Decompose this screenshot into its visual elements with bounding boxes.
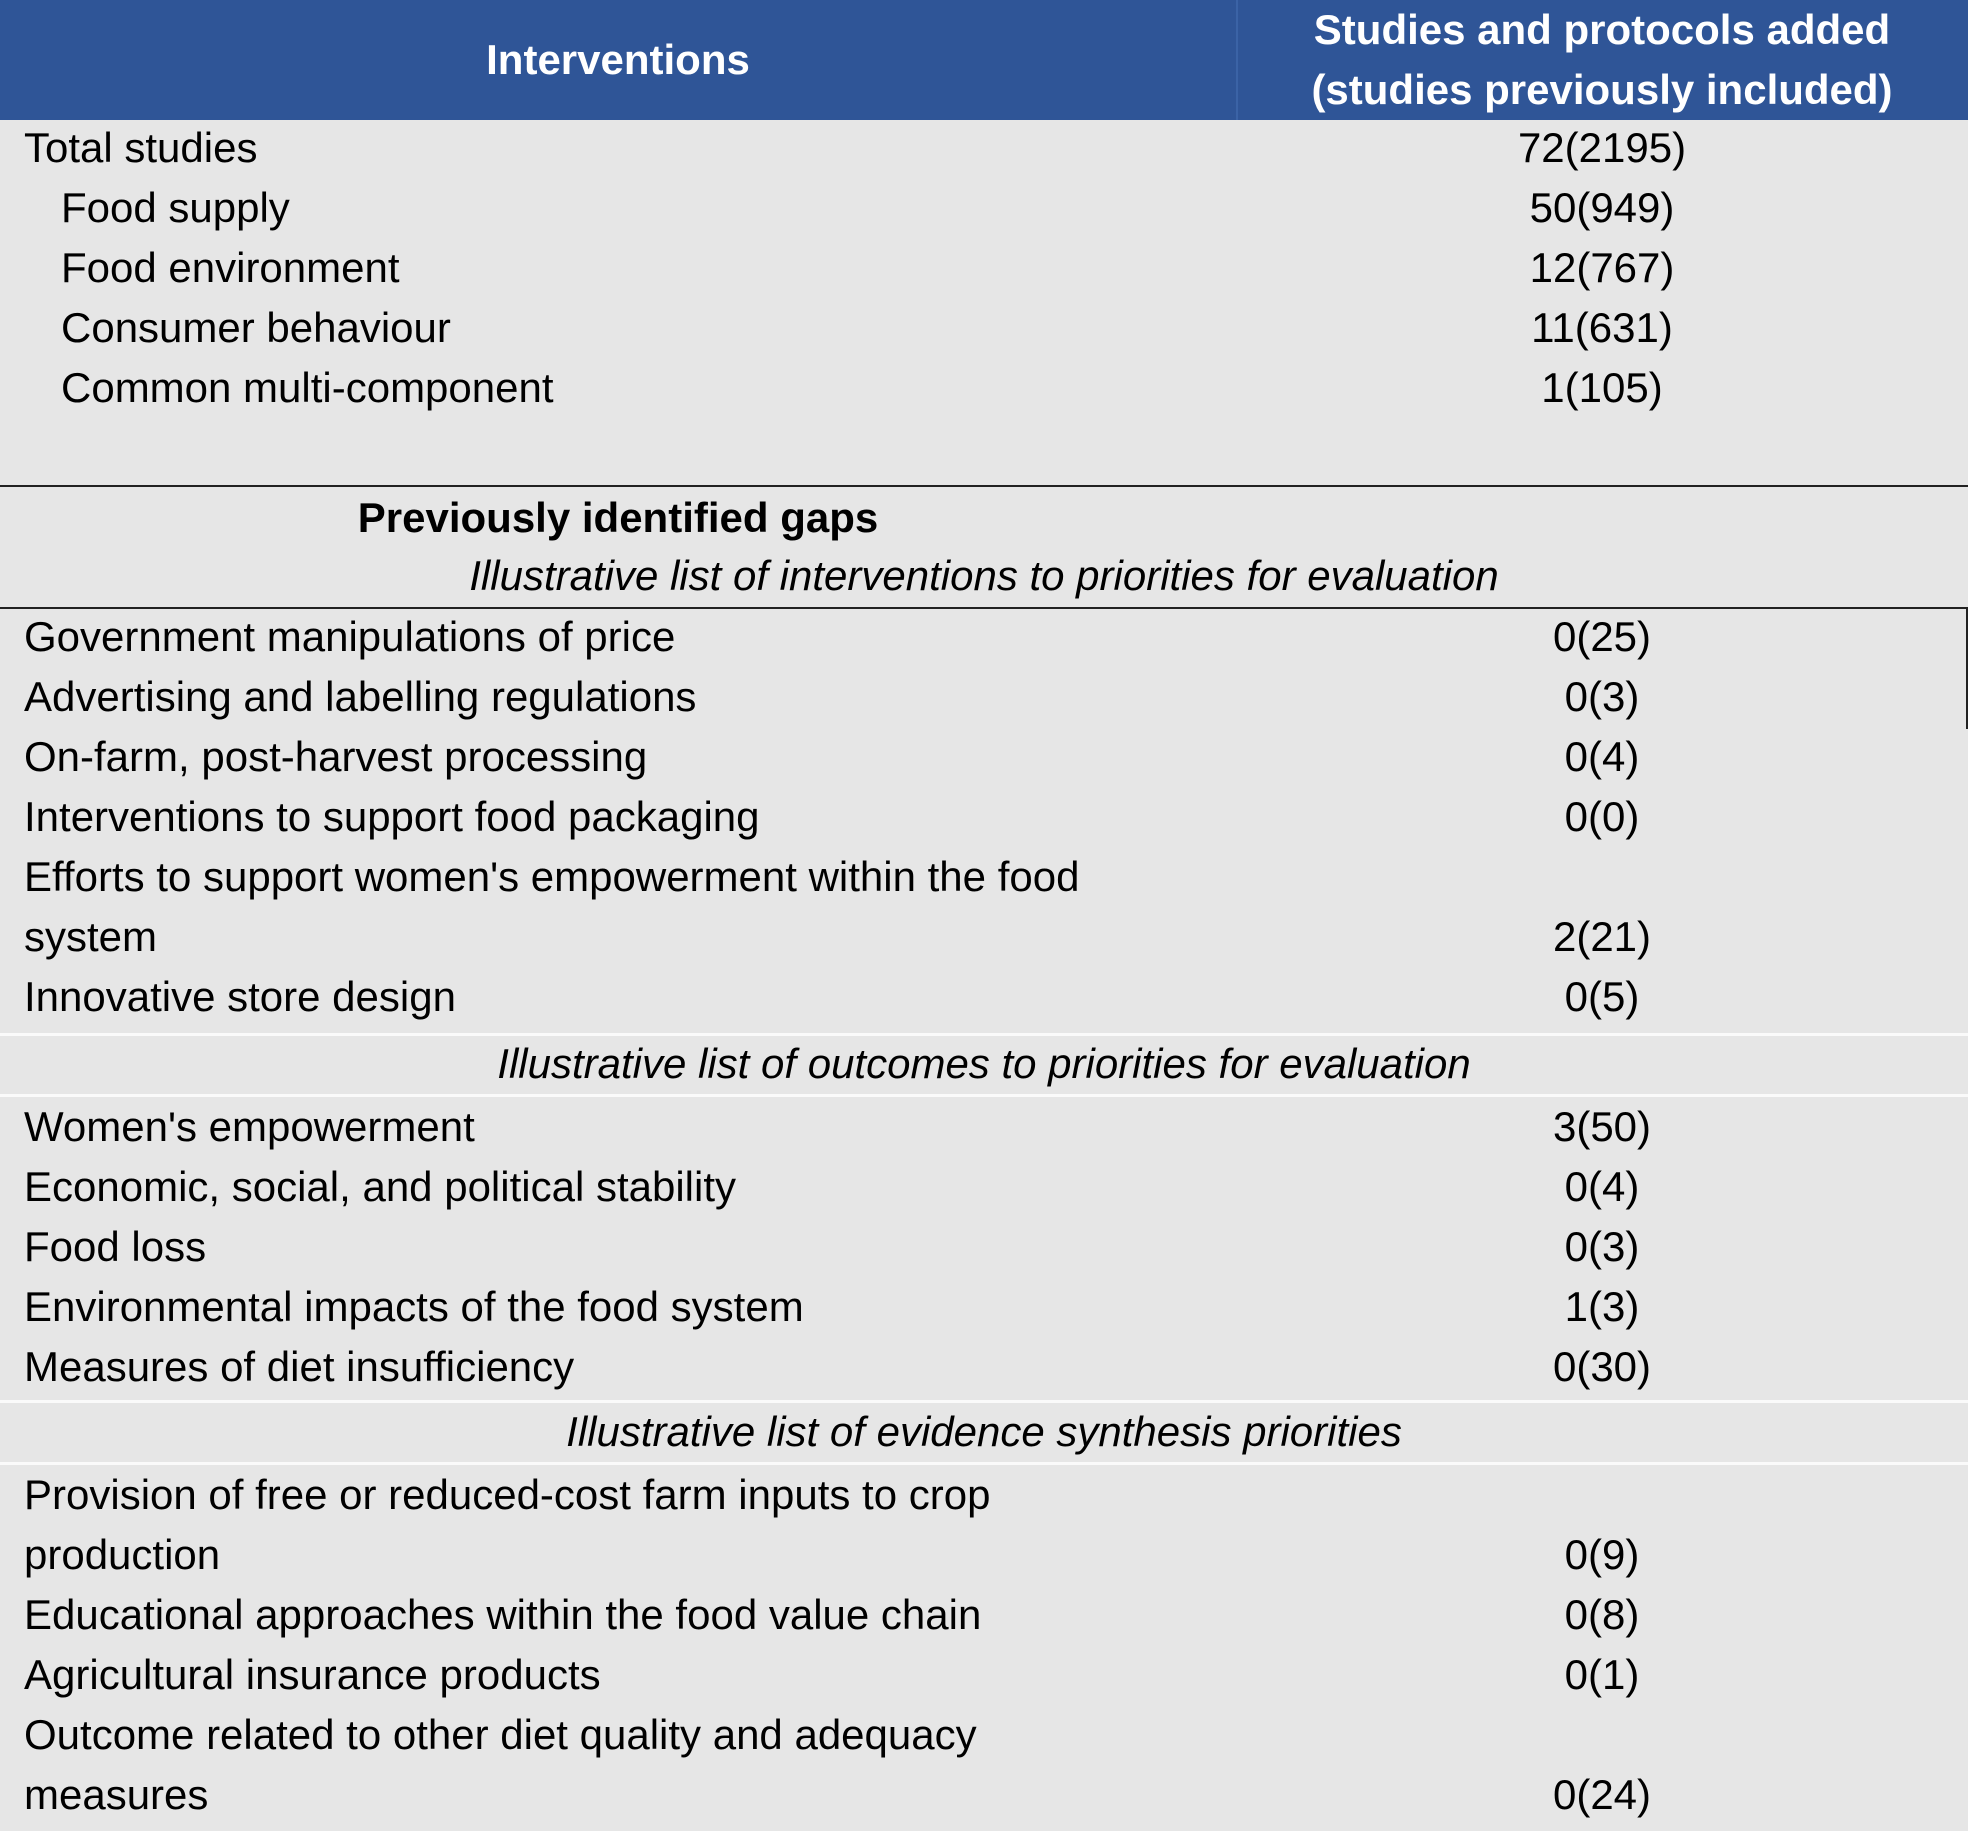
table-row: [0, 298, 1968, 358]
row-label: Environmental impacts of the food system: [24, 1283, 804, 1330]
table-row: [0, 1217, 1968, 1277]
row-value: 11(631): [1531, 304, 1673, 351]
row-value: 0(8): [1564, 1591, 1640, 1638]
row-label-line1: Efforts to support women's empowerment within the food: [24, 853, 1080, 900]
row-label: Food environment: [61, 244, 400, 291]
row-value: 1(105): [1541, 364, 1663, 411]
header-interventions: Interventions: [486, 36, 750, 83]
row-label: Agricultural insurance products: [24, 1651, 601, 1698]
table-row: [0, 1157, 1968, 1217]
row-value: 0(3): [1564, 673, 1640, 720]
row-value: 0(4): [1564, 1163, 1640, 1210]
table-row: [0, 787, 1968, 847]
table-row: [0, 1097, 1968, 1157]
row-label-line2: production: [24, 1531, 221, 1578]
row-value: 0(24): [1552, 1771, 1652, 1818]
table-row: [0, 1465, 1968, 1585]
table-header: [0, 0, 1968, 120]
row-label: Interventions to support food packaging: [24, 793, 760, 840]
table-row: [0, 847, 1968, 967]
table-row: [0, 967, 1968, 1027]
row-value: 0(3): [1564, 1223, 1640, 1270]
row-value: 50(949): [1529, 184, 1675, 231]
table-row: [0, 727, 1968, 787]
table-row: [0, 1337, 1968, 1397]
table-row: [0, 667, 1968, 727]
section-heading-synthesis: Illustrative list of evidence synthesis priorities: [566, 1408, 1402, 1455]
row-label: Government manipulations of price: [24, 613, 676, 660]
row-value: 3(50): [1552, 1103, 1652, 1150]
table-row: [0, 1277, 1968, 1337]
row-label: Advertising and labelling regulations: [24, 673, 697, 720]
table-row: [0, 1645, 1968, 1705]
row-label-line1: Outcome related to other diet quality and adequacy: [24, 1711, 977, 1758]
row-label: Women's empowerment: [24, 1103, 475, 1150]
header-studies-added: [1236, 0, 1968, 120]
row-value: 0(5): [1564, 973, 1640, 1020]
row-value: 2(21): [1552, 913, 1652, 960]
table-row: [0, 238, 1968, 298]
section-heading-outcomes: Illustrative list of outcomes to priorities for evaluation: [497, 1040, 1471, 1087]
row-value: 1(3): [1564, 1283, 1640, 1330]
row-value: 12(767): [1529, 244, 1675, 291]
row-value: 0(30): [1552, 1343, 1652, 1390]
row-value: 0(25): [1552, 613, 1652, 660]
row-label: On-farm, post-harvest processing: [24, 733, 648, 780]
section-divider: [0, 485, 1968, 487]
row-value: 0(0): [1564, 793, 1640, 840]
row-label: Food supply: [61, 184, 290, 231]
section-heading-interventions: Illustrative list of interventions to priorities for evaluation: [469, 552, 1499, 599]
row-label: Common multi-component: [61, 364, 554, 411]
table-row: [0, 607, 1968, 667]
row-label: Economic, social, and political stability: [24, 1163, 736, 1210]
row-label: Consumer behaviour: [61, 304, 451, 351]
row-label-line2: system: [24, 913, 158, 960]
table-row: [0, 178, 1968, 238]
header-studies-added-line1: Studies and protocols added: [1313, 6, 1891, 53]
row-value: 72(2195): [1517, 124, 1687, 171]
gaps-title: Previously identified gaps: [357, 494, 879, 541]
row-label: Food loss: [24, 1223, 207, 1270]
row-label: Measures of diet insufficiency: [24, 1343, 575, 1390]
row-label: Educational approaches within the food value chain: [24, 1591, 982, 1638]
row-value: 0(1): [1564, 1651, 1640, 1698]
row-label: Innovative store design: [24, 973, 456, 1020]
table-row: [0, 1585, 1968, 1645]
row-label-line1: Provision of free or reduced-cost farm inputs to crop: [24, 1471, 991, 1518]
row-label: Total studies: [24, 124, 258, 171]
header-studies-added-line2: (studies previously included): [1311, 66, 1893, 113]
row-value: 0(4): [1564, 733, 1640, 780]
table-row: [0, 358, 1968, 418]
table-row: [0, 1705, 1968, 1825]
table-row: [0, 118, 1968, 178]
row-value: 0(9): [1564, 1531, 1640, 1578]
row-label-line2: measures: [24, 1771, 209, 1818]
